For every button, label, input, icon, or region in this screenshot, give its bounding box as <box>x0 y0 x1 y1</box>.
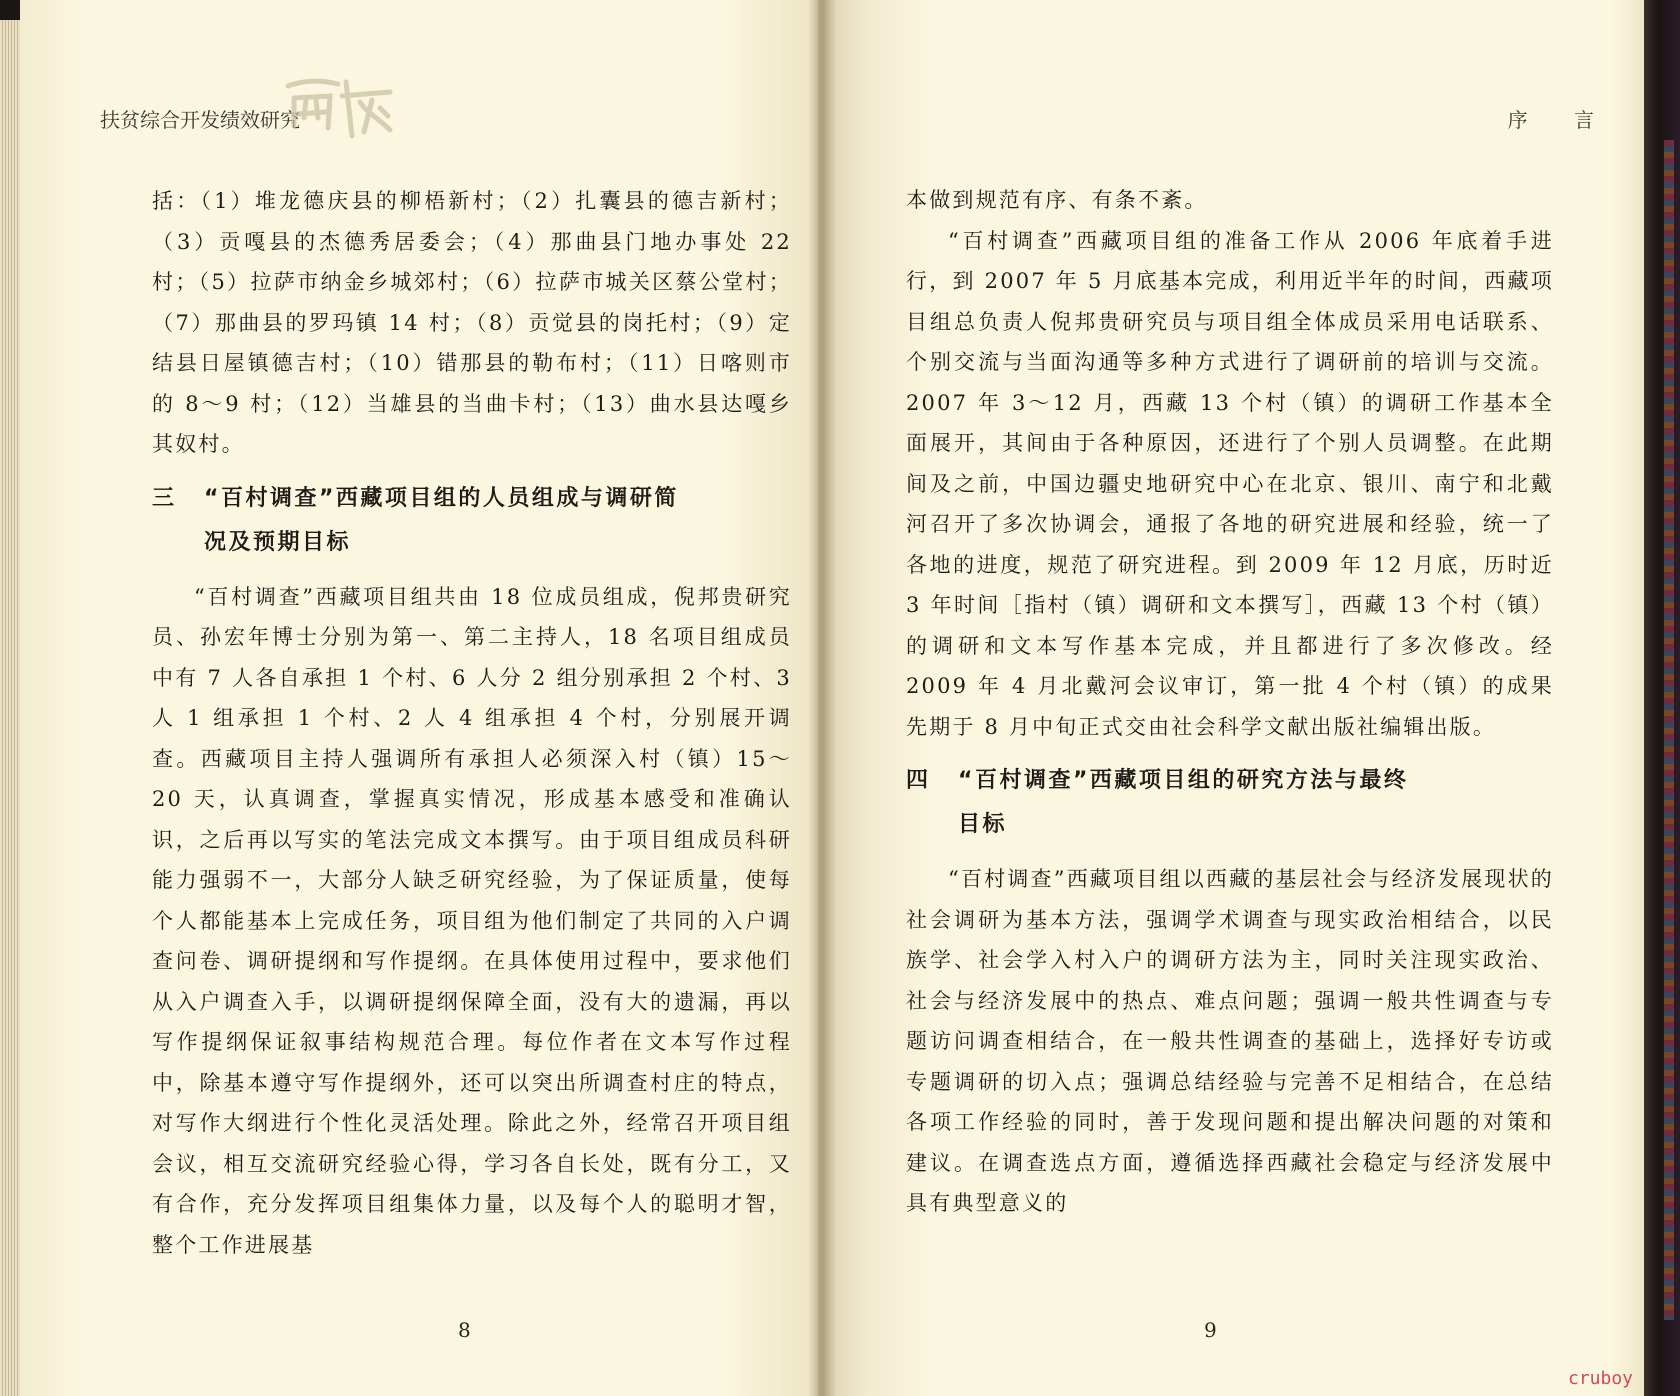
book-gutter <box>808 0 836 1396</box>
section-heading-line2: 况及预期目标 <box>204 529 352 555</box>
running-head-right: 序 言 <box>1507 108 1614 132</box>
section-number: 三 <box>152 485 177 511</box>
section-heading-4 <box>906 759 1554 847</box>
left-page <box>20 0 820 1396</box>
section-heading-line1: “百村调查”西藏项目组的研究方法与最终 <box>958 768 1409 793</box>
section-number: 四 <box>906 768 931 793</box>
running-head-left: 扶贫综合开发绩效研究 <box>100 108 300 132</box>
left-body-text <box>152 181 792 1265</box>
paragraph-preparation: “百村调查”西藏项目组的准备工作从 2006 年底着手进行，到 2007 年 5 月底基本完成，利用近半年的时间，西藏项目组总负责人倪邦贵研究员与项目组全体成员采用电话联系、个别交流与当面沟通等多种方式进行了调研前的培训与交流。2007 年 3～12 月，西藏 13 个村（镇）的调研工作基本全面展开，其间由于各种原因，还进行了个别人员调整。在此期间及之前，中国边疆史地研究中心在北京、银川、南宁和北戴河召开了多次协调会，通报了各地的研究进展和经验，统一了各地的进度，规范了研究进程。到 2009 年 12 月底，历时近 3 年时间［指村（镇）调研和文本撰写］，西藏 13 个村（镇）的调研和文本写作基本完成，并且都进行了多次修改。经 2009 年 4 月北戴河会议审订，第一批 4 个村（镇）的成果先期于 8 月中旬正式交由社会科学文献出版社编辑出版。 <box>906 228 1554 739</box>
right-page <box>818 0 1644 1396</box>
paragraph-methods: “百村调查”西藏项目组以西藏的基层社会与经济发展现状的社会调研为基本方法，强调学术调查与现实政治相结合，以民族学、社会学入村入户的调研方法为主，同时关注现实政治、社会与经济发展中的热点、难点问题；强调一般共性调查与专题访问调查相结合，在一般共性调查的基础上，选择好专访或专题调研的切入点；强调总结经验与完善不足相结合，在总结各项工作经验的同时，善于发现问题和提出解决问题的对策和建议。在调查选点方面，遵循选择西藏社会稳定与经济发展中具有典型意义的 <box>906 867 1554 1215</box>
paragraph-continuation: 本做到规范有序、有条不紊。 <box>906 188 1208 212</box>
section-heading-line2: 目标 <box>958 812 1008 837</box>
page-number-left: 8 <box>458 1318 471 1342</box>
paragraph-village-list: 括：（1）堆龙德庆县的柳梧新村；（2）扎囊县的德吉新村；（3）贡嘎县的杰德秀居委会；（4）那曲县门地办事处 22 村；（5）拉萨市纳金乡城郊村；（6）拉萨市城关区蔡公堂村；（7）那曲县的罗玛镇 14 村；（8）贡觉县的岗托村；（9）定结县日屋镇德吉村；（10）错那县的勒布村；（11）日喀则市的 8～9 村；（12）当雄县的当曲卡村；（13）曲水县达嘎乡其奴村。 <box>152 189 792 456</box>
book-cover-edge <box>1644 0 1680 1396</box>
section-heading-3 <box>152 477 792 565</box>
scan-watermark: cruboy <box>1568 1368 1634 1389</box>
right-body-text <box>906 180 1554 1224</box>
paragraph-team-composition: “百村调查”西藏项目组共由 18 位成员组成，倪邦贵研究员、孙宏年博士分别为第一、第二主持人，18 名项目组成员中有 7 人各自承担 1 个村、6 人分 2 组分别承担 2 个村、3 人 1 组承担 1 个村、2 人 4 组承担 4 个村，分别展开调查。西藏项目主持人强调所有承担人必须深入村（镇）15～20 天，认真调查，掌握真实情况，形成基本感受和准确认识，之后再以写实的笔法完成文本撰写。由于项目组成员科研能力强弱不一，大部分人缺乏研究经验，为了保证质量，使每个人都能基本上完成任务，项目组为他们制定了共同的入户调查问卷、调研提纲和写作提纲。在具体使用过程中，要求他们从入户调查入手，以调研提纲保障全面，没有大的遗漏，再以写作提纲保证叙事结构规范合理。每位作者在文本写作过程中，除基本遵守写作提纲外，还可以突出所调查村庄的特点，对写作大纲进行个性化灵活处理。除此之外，经常召开项目组会议，相互交流研究经验心得，学习各自长处，既有分工，又有合作，充分发挥项目组集体力量，以及每个人的聪明才智，整个工作进展基 <box>152 584 792 1257</box>
cover-color-strip <box>1664 140 1674 1320</box>
page-number-right: 9 <box>1204 1318 1217 1342</box>
tibet-calligraphy-logo <box>280 72 400 142</box>
section-heading-line1: “百村调查”西藏项目组的人员组成与调研简 <box>204 485 679 511</box>
